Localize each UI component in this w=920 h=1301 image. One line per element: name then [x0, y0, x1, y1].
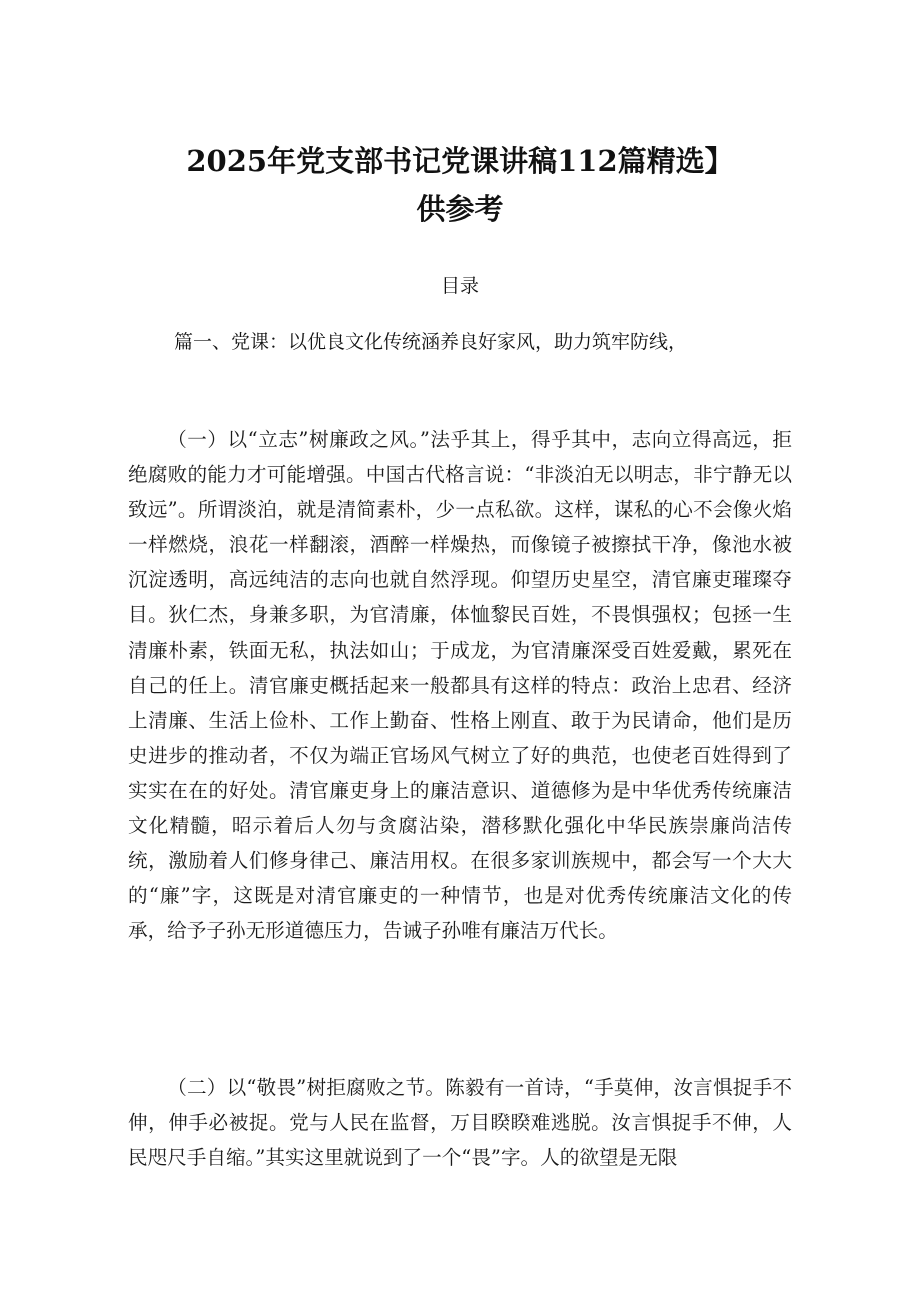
toc-entry: 篇一、党课：以优良文化传统涵养良好家风，助力筑牢防线，: [174, 331, 688, 353]
table-of-contents-heading: 目录: [440, 275, 479, 297]
document-title-line-1: 2025年党支部书记党课讲稿112篇精选】: [186, 144, 734, 178]
document-title-line-2: 供参考: [416, 192, 504, 226]
body-paragraph-1: （一）以“立志”树廉政之风。”法乎其上，得乎其中，志向立得高远，拒绝腐败的能力才可能增强。中国古代格言说：“非淡泊无以明志，非宁静无以致远”。所谓淡泊，就是清简素朴，少一点私欲。这样，谋私的心不会像火焰一样燃烧，浪花一样翻滚，酒醉一样燥热，而像镜子被擦拭干净，像池水被沉淀透明，高远纯洁的志向也就自然浮现。仰望历史星空，清官廉吏璀璨夺目。狄仁杰，身兼多职，为官清廉，体恤黎民百姓，不畏惧强权；包拯一生清廉朴素，铁面无私，执法如山；于成龙，为官清廉深受百姓爱戴，累死在自己的任上。清官廉吏概括起来一般都具有这样的特点：政治上忠君、经济上清廉、生活上俭朴、工作上勤奋、性格上刚直、敢于为民请命，他们是历史进步的推动者，不仅为端正官场风气树立了好的典范，也使老百姓得到了实实在在的好处。清官廉吏身上的廉洁意识、道德修为是中华优秀传统廉洁文化精髓，昭示着后人勿与贪腐沾染，潜移默化强化中华民族崇廉尚洁传统，激励着人们修身律己、廉洁用权。在很多家训族规中，都会写一个大大的“廉”字，这既是对清官廉吏的一种情节，也是对优秀传统廉洁文化的传承，给予子孙无形道德压力，告诫子孙唯有廉洁万代长。: [128, 428, 792, 943]
body-paragraph-2: （二）以“敬畏”树拒腐败之节。陈毅有一首诗，“手莫伸，汝言惧捉手不伸，伸手必被捉。党与人民在监督，万目睽睽难逃脱。汝言惧捉手不伸，人民咫尺手自缩。”其实这里就说到了一个“畏”字。人的欲望是无限: [128, 1076, 792, 1170]
